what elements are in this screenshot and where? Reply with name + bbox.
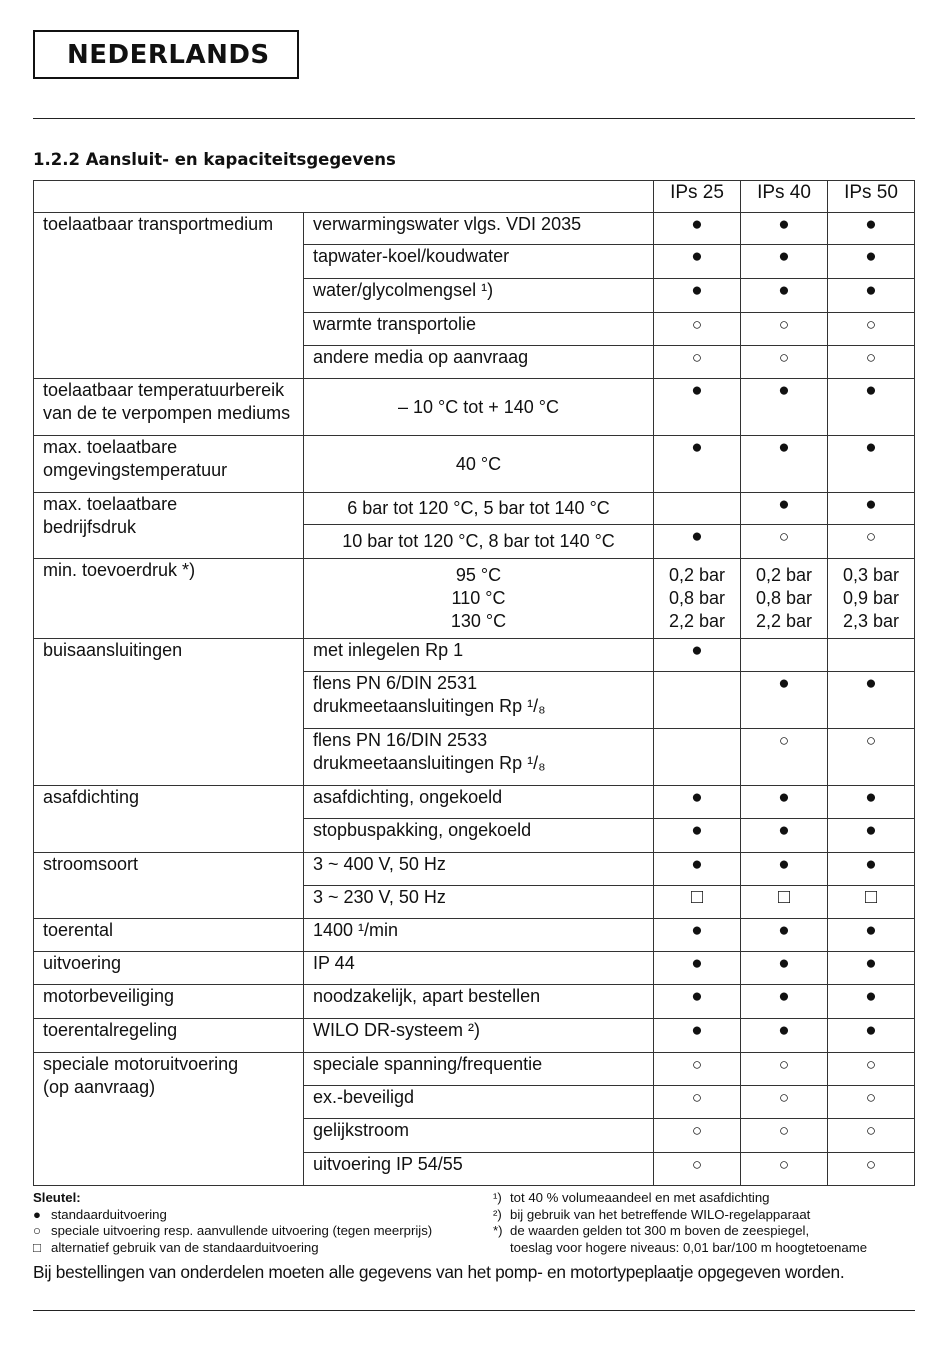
filled-dot-icon: ● xyxy=(828,952,915,985)
footnote xyxy=(493,1223,933,1240)
row-description: met inlegelen Rp 1 xyxy=(304,639,654,672)
table-row xyxy=(34,952,915,985)
column-header-ips-25: IPs 25 xyxy=(654,181,741,213)
footnote xyxy=(493,1207,933,1224)
open-circle-icon: ○ xyxy=(828,313,915,346)
empty-cell xyxy=(654,493,741,525)
open-circle-icon: ○ xyxy=(741,1153,828,1186)
footnote xyxy=(493,1240,933,1257)
footnote-text: tot 40 % volumeaandeel en met asafdichting xyxy=(510,1190,770,1205)
filled-dot-icon: ● xyxy=(741,853,828,886)
filled-dot-icon: ● xyxy=(741,786,828,819)
footnote-mark: ¹) xyxy=(493,1190,502,1205)
table-row xyxy=(34,919,915,952)
row-description: gelijkstroom xyxy=(304,1119,654,1153)
group-label: speciale motoruitvoering (op aanvraag) xyxy=(34,1053,304,1186)
pressure-values: 0,2 bar 0,8 bar 2,2 bar xyxy=(654,559,741,639)
open-circle-icon: ○ xyxy=(654,1119,741,1153)
footnote-text: de waarden gelden tot 300 m boven de zeespiegel, xyxy=(510,1223,810,1238)
filled-dot-icon: ● xyxy=(654,919,741,952)
header-blank-cell xyxy=(34,181,654,213)
filled-dot-icon: ● xyxy=(828,245,915,279)
footnote-text: bij gebruik van het betreffende WILO-regelapparaat xyxy=(510,1206,811,1222)
open-circle-icon: ○ xyxy=(654,346,741,379)
group-label: toelaatbaar temperatuurbereik van de te verpompen mediums xyxy=(34,379,304,436)
legend-text: standaarduitvoering xyxy=(51,1206,167,1222)
row-description: 6 bar tot 120 °C, 5 bar tot 140 °C xyxy=(304,493,654,525)
table-row xyxy=(34,436,915,493)
filled-dot-icon: ● xyxy=(828,1019,915,1053)
row-description: speciale spanning/frequentie xyxy=(304,1053,654,1086)
filled-dot-icon: ● xyxy=(741,819,828,853)
table-row xyxy=(34,853,915,886)
empty-cell xyxy=(654,672,741,729)
open-circle-icon: ○ xyxy=(828,346,915,379)
row-description: stopbuspakking, ongekoeld xyxy=(304,819,654,853)
row-description: 95 °C 110 °C 130 °C xyxy=(304,559,654,639)
open-circle-icon: ○ xyxy=(654,313,741,346)
filled-dot-icon: ● xyxy=(741,279,828,313)
open-circle-icon: ○ xyxy=(828,729,915,786)
row-description: – 10 °C tot + 140 °C xyxy=(304,379,654,436)
filled-dot-icon: ● xyxy=(33,1206,41,1222)
open-circle-icon: ○ xyxy=(654,1086,741,1119)
open-circle-icon: ○ xyxy=(828,1153,915,1186)
filled-dot-icon: ● xyxy=(654,1019,741,1053)
row-description: tapwater-koel/koudwater xyxy=(304,245,654,279)
footnotes xyxy=(493,1190,933,1256)
table-row xyxy=(34,985,915,1019)
legend-item xyxy=(33,1207,493,1224)
filled-dot-icon: ● xyxy=(654,279,741,313)
filled-dot-icon: ● xyxy=(741,493,828,525)
table-row xyxy=(34,639,915,672)
filled-dot-icon: ● xyxy=(741,379,828,436)
capacity-table xyxy=(33,180,915,1186)
filled-dot-icon: ● xyxy=(741,672,828,729)
filled-dot-icon: ● xyxy=(828,853,915,886)
pressure-values: 0,2 bar 0,8 bar 2,2 bar xyxy=(741,559,828,639)
footnote xyxy=(493,1190,933,1207)
open-square-icon: □ xyxy=(33,1239,41,1255)
open-circle-icon: ○ xyxy=(828,1053,915,1086)
group-label: uitvoering xyxy=(34,952,304,985)
bottom-divider xyxy=(33,1310,915,1311)
filled-dot-icon: ● xyxy=(828,819,915,853)
table-row xyxy=(34,1053,915,1086)
filled-dot-icon: ● xyxy=(741,952,828,985)
column-header-ips-40: IPs 40 xyxy=(741,181,828,213)
group-label: toerental xyxy=(34,919,304,952)
group-label: buisaansluitingen xyxy=(34,639,304,786)
filled-dot-icon: ● xyxy=(654,639,741,672)
open-circle-icon: ○ xyxy=(741,1119,828,1153)
table-row xyxy=(34,1019,915,1053)
group-label: min. toevoerdruk *) xyxy=(34,559,304,639)
legend-item xyxy=(33,1240,493,1257)
empty-cell xyxy=(654,729,741,786)
group-label: toelaatbaar transportmedium xyxy=(34,213,304,379)
open-circle-icon: ○ xyxy=(741,1086,828,1119)
row-description: 10 bar tot 120 °C, 8 bar tot 140 °C xyxy=(304,525,654,559)
open-square-icon: □ xyxy=(741,886,828,919)
legend-title: Sleutel: xyxy=(33,1190,81,1205)
row-description: 3 ~ 230 V, 50 Hz xyxy=(304,886,654,919)
legend-text: speciale uitvoering resp. aanvullende uitvoering (tegen meerprijs) xyxy=(51,1223,433,1238)
row-description: IP 44 xyxy=(304,952,654,985)
group-label: stroomsoort xyxy=(34,853,304,919)
ordering-note: Bij bestellingen van onderdelen moeten alle gegevens van het pomp- en motortypeplaatje opgegeven worden. xyxy=(33,1262,845,1282)
filled-dot-icon: ● xyxy=(654,379,741,436)
top-divider xyxy=(33,118,915,119)
table-row xyxy=(34,379,915,436)
filled-dot-icon: ● xyxy=(654,985,741,1019)
open-circle-icon: ○ xyxy=(741,346,828,379)
row-description: WILO DR-systeem ²) xyxy=(304,1019,654,1053)
pressure-values: 0,3 bar 0,9 bar 2,3 bar xyxy=(828,559,915,639)
column-header-ips-50: IPs 50 xyxy=(828,181,915,213)
filled-dot-icon: ● xyxy=(654,819,741,853)
footnote-text: toeslag voor hogere niveaus: 0,01 bar/100 m hoogtetoename xyxy=(510,1239,868,1255)
open-circle-icon: ○ xyxy=(654,1153,741,1186)
open-circle-icon: ○ xyxy=(828,525,915,559)
open-circle-icon: ○ xyxy=(741,1053,828,1086)
table-row xyxy=(34,786,915,819)
filled-dot-icon: ● xyxy=(654,525,741,559)
row-description: noodzakelijk, apart bestellen xyxy=(304,985,654,1019)
row-description: verwarmingswater vlgs. VDI 2035 xyxy=(304,213,654,245)
footnote-mark: *) xyxy=(493,1223,503,1238)
open-circle-icon: ○ xyxy=(741,313,828,346)
row-description: flens PN 16/DIN 2533 drukmeetaansluitingen Rp ¹/₈ xyxy=(304,729,654,786)
table-header-row xyxy=(34,181,915,213)
filled-dot-icon: ● xyxy=(654,213,741,245)
open-circle-icon: ○ xyxy=(828,1086,915,1119)
group-label: max. toelaatbare omgevingstemperatuur xyxy=(34,436,304,493)
filled-dot-icon: ● xyxy=(828,919,915,952)
empty-cell xyxy=(828,639,915,672)
filled-dot-icon: ● xyxy=(828,672,915,729)
legend-item xyxy=(33,1223,493,1240)
footnote-mark xyxy=(493,1240,510,1257)
filled-dot-icon: ● xyxy=(741,245,828,279)
filled-dot-icon: ● xyxy=(828,379,915,436)
open-circle-icon: ○ xyxy=(33,1223,41,1238)
filled-dot-icon: ● xyxy=(828,279,915,313)
empty-cell xyxy=(741,639,828,672)
filled-dot-icon: ● xyxy=(741,985,828,1019)
filled-dot-icon: ● xyxy=(828,436,915,493)
open-square-icon: □ xyxy=(654,886,741,919)
table-row xyxy=(34,559,915,639)
open-circle-icon: ○ xyxy=(741,525,828,559)
open-circle-icon: ○ xyxy=(828,1119,915,1153)
language-header-box xyxy=(33,30,299,79)
filled-dot-icon: ● xyxy=(654,436,741,493)
language-title: NEDERLANDS xyxy=(67,39,270,70)
filled-dot-icon: ● xyxy=(828,786,915,819)
row-description: water/glycolmengsel ¹) xyxy=(304,279,654,313)
group-label: max. toelaatbare bedrijfsdruk xyxy=(34,493,304,559)
filled-dot-icon: ● xyxy=(741,213,828,245)
group-label: asafdichting xyxy=(34,786,304,853)
row-description: andere media op aanvraag xyxy=(304,346,654,379)
group-label: motorbeveiliging xyxy=(34,985,304,1019)
filled-dot-icon: ● xyxy=(828,493,915,525)
row-description: 1400 ¹/min xyxy=(304,919,654,952)
filled-dot-icon: ● xyxy=(741,919,828,952)
filled-dot-icon: ● xyxy=(828,213,915,245)
table-row xyxy=(34,493,915,525)
row-description: warmte transportolie xyxy=(304,313,654,346)
footnote-mark: ²) xyxy=(493,1206,502,1222)
legend-text: alternatief gebruik van de standaarduitvoering xyxy=(51,1239,319,1255)
open-circle-icon: ○ xyxy=(741,729,828,786)
open-square-icon: □ xyxy=(828,886,915,919)
row-description: 3 ~ 400 V, 50 Hz xyxy=(304,853,654,886)
row-description: 40 °C xyxy=(304,436,654,493)
filled-dot-icon: ● xyxy=(654,952,741,985)
section-title: 1.2.2 Aansluit- en kapaciteitsgegevens xyxy=(33,150,396,169)
filled-dot-icon: ● xyxy=(741,436,828,493)
open-circle-icon: ○ xyxy=(654,1053,741,1086)
row-description: asafdichting, ongekoeld xyxy=(304,786,654,819)
row-description: uitvoering IP 54/55 xyxy=(304,1153,654,1186)
filled-dot-icon: ● xyxy=(654,786,741,819)
filled-dot-icon: ● xyxy=(654,245,741,279)
filled-dot-icon: ● xyxy=(741,1019,828,1053)
group-label: toerentalregeling xyxy=(34,1019,304,1053)
legend-key xyxy=(33,1190,493,1256)
row-description: ex.-beveiligd xyxy=(304,1086,654,1119)
filled-dot-icon: ● xyxy=(654,853,741,886)
table-row xyxy=(34,213,915,245)
row-description: flens PN 6/DIN 2531 drukmeetaansluitingen Rp ¹/₈ xyxy=(304,672,654,729)
filled-dot-icon: ● xyxy=(828,985,915,1019)
